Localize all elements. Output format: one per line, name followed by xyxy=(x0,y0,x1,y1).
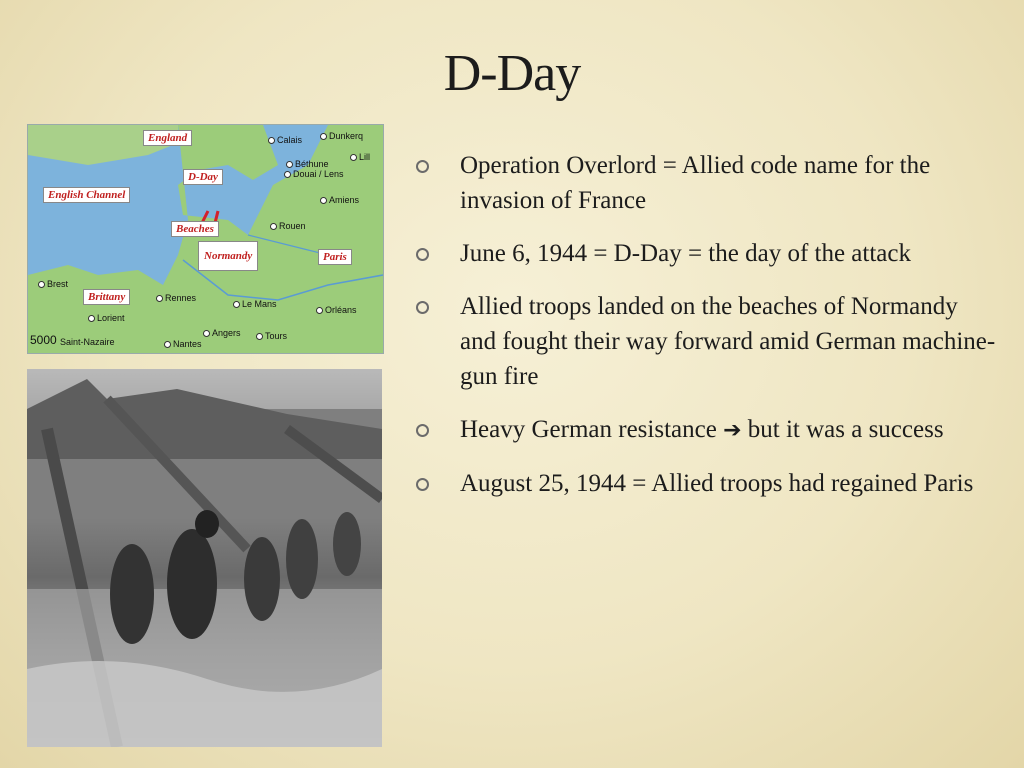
town-rouen: Rouen xyxy=(270,221,306,231)
bullet-list xyxy=(410,148,1000,519)
map-scale: 5000 xyxy=(30,333,57,347)
helmet xyxy=(195,510,219,538)
right-arrow-icon: ➔ xyxy=(723,418,742,443)
map-label-dday: D-Day xyxy=(183,169,223,185)
town-brest: Brest xyxy=(38,279,68,289)
bullet-circle-icon xyxy=(416,424,429,437)
town-douai: Douai / Lens xyxy=(284,169,344,179)
bullet-circle-icon xyxy=(416,301,429,314)
bullet-circle-icon xyxy=(416,248,429,261)
town-tours: Tours xyxy=(256,331,287,341)
town-bethune: Béthune xyxy=(286,159,329,169)
normandy-map xyxy=(27,124,384,354)
bullet-circle-icon xyxy=(416,160,429,173)
town-orleans: Orléans xyxy=(316,305,357,315)
photo-scene-svg xyxy=(27,369,382,747)
map-label-beaches: Beaches xyxy=(171,221,219,237)
map-label-paris: Paris xyxy=(318,249,352,265)
map-label-channel: English Channel xyxy=(43,187,130,203)
bullet-item: Allied troops landed on the beaches of Normandy and fought their way forward amid German machine-gun fire xyxy=(410,289,1000,394)
soldier-5 xyxy=(333,512,361,576)
map-label-england: England xyxy=(143,130,192,146)
bullet-circle-icon xyxy=(416,478,429,491)
town-lemans: Le Mans xyxy=(233,299,277,309)
town-rennes: Rennes xyxy=(156,293,196,303)
map-label-brittany: Brittany xyxy=(83,289,130,305)
soldier-1 xyxy=(167,529,217,639)
soldier-3 xyxy=(244,537,280,621)
map-label-normandy: Normandy xyxy=(198,241,258,271)
town-lorient: Lorient xyxy=(88,313,125,323)
slide-title: D-Day xyxy=(443,45,581,102)
bullet-item: Operation Overlord = Allied code name for the invasion of France xyxy=(410,148,1000,218)
town-lille: Lill xyxy=(350,152,370,162)
bullet-item: August 25, 1944 = Allied troops had regained Paris xyxy=(410,466,1000,501)
bullet-item: June 6, 1944 = D-Day = the day of the attack xyxy=(410,236,1000,271)
bullet-item: Heavy German resistance ➔ but it was a success xyxy=(410,412,1000,448)
dday-landing-photo xyxy=(27,369,382,747)
town-calais: Calais xyxy=(268,135,302,145)
town-angers: Angers xyxy=(203,328,241,338)
soldier-2 xyxy=(110,544,154,644)
town-amiens: Amiens xyxy=(320,195,359,205)
town-saint-nazaire: Saint-Nazaire xyxy=(60,337,115,347)
map-land-svg xyxy=(28,125,383,353)
soldier-4 xyxy=(286,519,318,599)
town-nantes: Nantes xyxy=(164,339,202,349)
town-dunkerque: Dunkerq xyxy=(320,131,363,141)
